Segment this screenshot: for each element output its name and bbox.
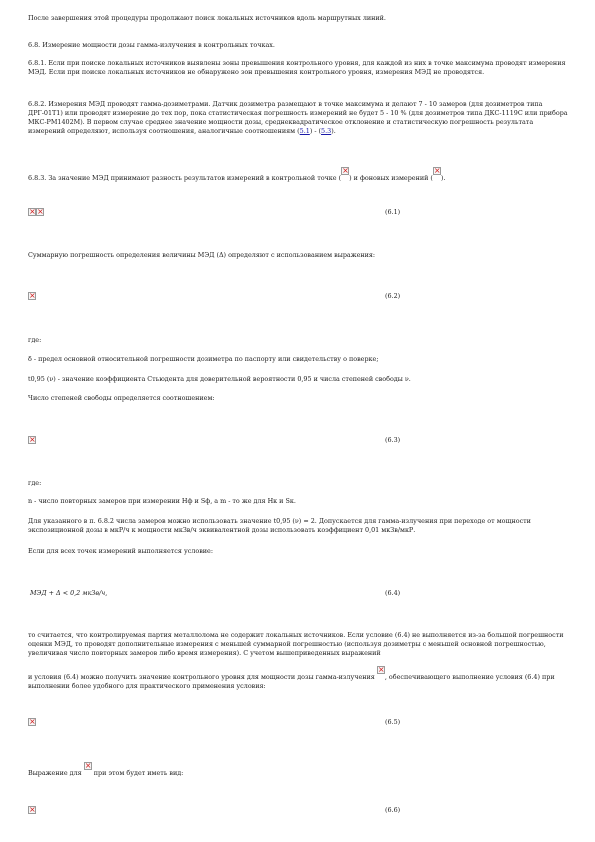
paragraph-intro: После завершения этой процедуры продолжают поиск локальных источников вдоль маршрутных линий. <box>28 14 386 22</box>
link-ref-5-1[interactable]: 5.1 <box>299 127 310 135</box>
paragraph-measurement-counts: n - число повторных замеров при измерении Нф и Sф, а m - то же для Нк и Sк. <box>28 497 296 505</box>
paragraph-delta-definition: δ - предел основной относительной погрешности дозиметра по паспорту или свидетельству о поверке; <box>28 355 379 363</box>
paragraph-6-8-1: 6.8.1. Если при поиске локальных источников выявлены зоны превышения контрольного уровня, для каждой из них в точке максимума проводят измерения МЭД. Если при поиске локальных источников не обнаружено зон превышения контрольного уровня, измерения МЭД не проводятся. <box>28 59 566 76</box>
paragraph-student-coefficient: t0,95 (ν) - значение коэффициента Стьюдента для доверительной вероятности 0,95 и числа степеней свободы ν. <box>28 375 411 383</box>
broken-image-icon <box>377 666 385 674</box>
broken-image-icon <box>28 718 36 726</box>
paragraph-6-8-3-end: ). <box>440 174 446 182</box>
equation-6-6 <box>28 806 568 815</box>
equation-number: (6.1) <box>385 208 401 216</box>
paragraph-6-8-3-mid: ) и фоновых измерений ( <box>349 174 433 182</box>
equation-6-2 <box>28 292 568 301</box>
equation-number: (6.2) <box>385 292 401 300</box>
paragraph-control-level-text: и условия (6.4) можно получить значение контрольного уровня для мощности дозы гамма-излучения <box>28 673 375 681</box>
equation-number: (6.6) <box>385 806 401 814</box>
broken-image-icon <box>433 167 441 175</box>
paragraph-6-8-2-text: 6.8.2. Измерения МЭД проводят гамма-дозиметрами. Датчик дозиметра размещают в точке максимума и делают 7 - 10 замеров (для дозиметров типа ДРГ-01Т1) или проводят измерение до тех пор, пока статистическая погрешность измерений не будет 5 - 10 % (для дозиметров типа ДКС-1119С или прибора МКС-РМ1402М). В первом случае среднее значение мощности дозы, среднеквадратическое отклонение и статистическую погрешность результата измерений определяют, используя соотношения, аналогичные соотношениям ( <box>28 100 568 135</box>
paragraph-expression-end: при этом будет иметь вид: <box>93 769 184 777</box>
equation-number: (6.4) <box>385 589 401 597</box>
paragraph-conclusion: то считается, что контролируемая партия металлолома не содержит локальных источников. Если условие (6.4) не выполняется из-за большой погрешности оценки МЭД, то проводят дополнительные измерения с меньшей суммарной погрешностью (используя дозиметры с меньшей основной погрешностью, увеличивая число повторных замеров либо время измерения). С учетом вышеприведенных выражений <box>28 631 564 657</box>
broken-image-icon <box>36 208 44 216</box>
where-label: где: <box>28 479 42 487</box>
paragraph-6-8-2 <box>28 100 568 136</box>
paragraph-expression <box>28 762 568 778</box>
broken-image-icon <box>28 436 36 444</box>
equation-6-1 <box>28 208 568 217</box>
equation-6-5 <box>28 718 568 727</box>
paragraph-expression-text: Выражение для <box>28 769 82 777</box>
paragraph-6-8-2-end: ). <box>331 127 336 135</box>
where-label: где: <box>28 336 42 344</box>
equation-number: (6.5) <box>385 718 401 726</box>
broken-image-icon <box>84 762 92 770</box>
paragraph-condition-intro: Если для всех точек измерений выполняется условие: <box>28 547 213 555</box>
paragraph-control-level-end: , обеспечивающего выполнение условия (6.4) при выполнении более удобного для практического применения условия: <box>28 673 555 690</box>
paragraph-control-level <box>28 666 568 691</box>
paragraph-6-8-2-sep: ) - ( <box>309 127 322 135</box>
broken-image-icon <box>28 208 36 216</box>
broken-image-icon <box>28 292 36 300</box>
equation-6-3 <box>28 436 568 445</box>
equation-6-4 <box>28 589 568 598</box>
paragraph-total-error: Суммарную погрешность определения величины МЭД (Δ) определяют с использованием выражения: <box>28 251 376 259</box>
broken-image-icon <box>341 167 349 175</box>
formula-condition: МЭД + Δ < 0,2 мкЗв/ч, <box>30 589 108 597</box>
paragraph-6-8-3 <box>28 167 568 183</box>
link-ref-5-3[interactable]: 5.3 <box>321 127 332 135</box>
section-heading-6-8: 6.8. Измерение мощности дозы гамма-излучения в контрольных точках. <box>28 41 275 49</box>
paragraph-6-8-3-text: 6.8.3. За значение МЭД принимают разность результатов измерений в контрольной точке ( <box>28 174 342 182</box>
paragraph-coefficient-usage: Для указанного в п. 6.8.2 числа замеров можно использовать значение t0,95 (ν) = 2. Допускается для гамма-излучения при переходе от мощности экспозиционной дозы в мкР/ч к мощности мкЗв/ч эквивалентной дозы использовать коэффициент 0,01 мкЗв/мкР. <box>28 517 531 534</box>
equation-number: (6.3) <box>385 436 401 444</box>
broken-image-icon <box>28 806 36 814</box>
paragraph-degrees-of-freedom: Число степеней свободы определяется соотношением: <box>28 394 215 402</box>
